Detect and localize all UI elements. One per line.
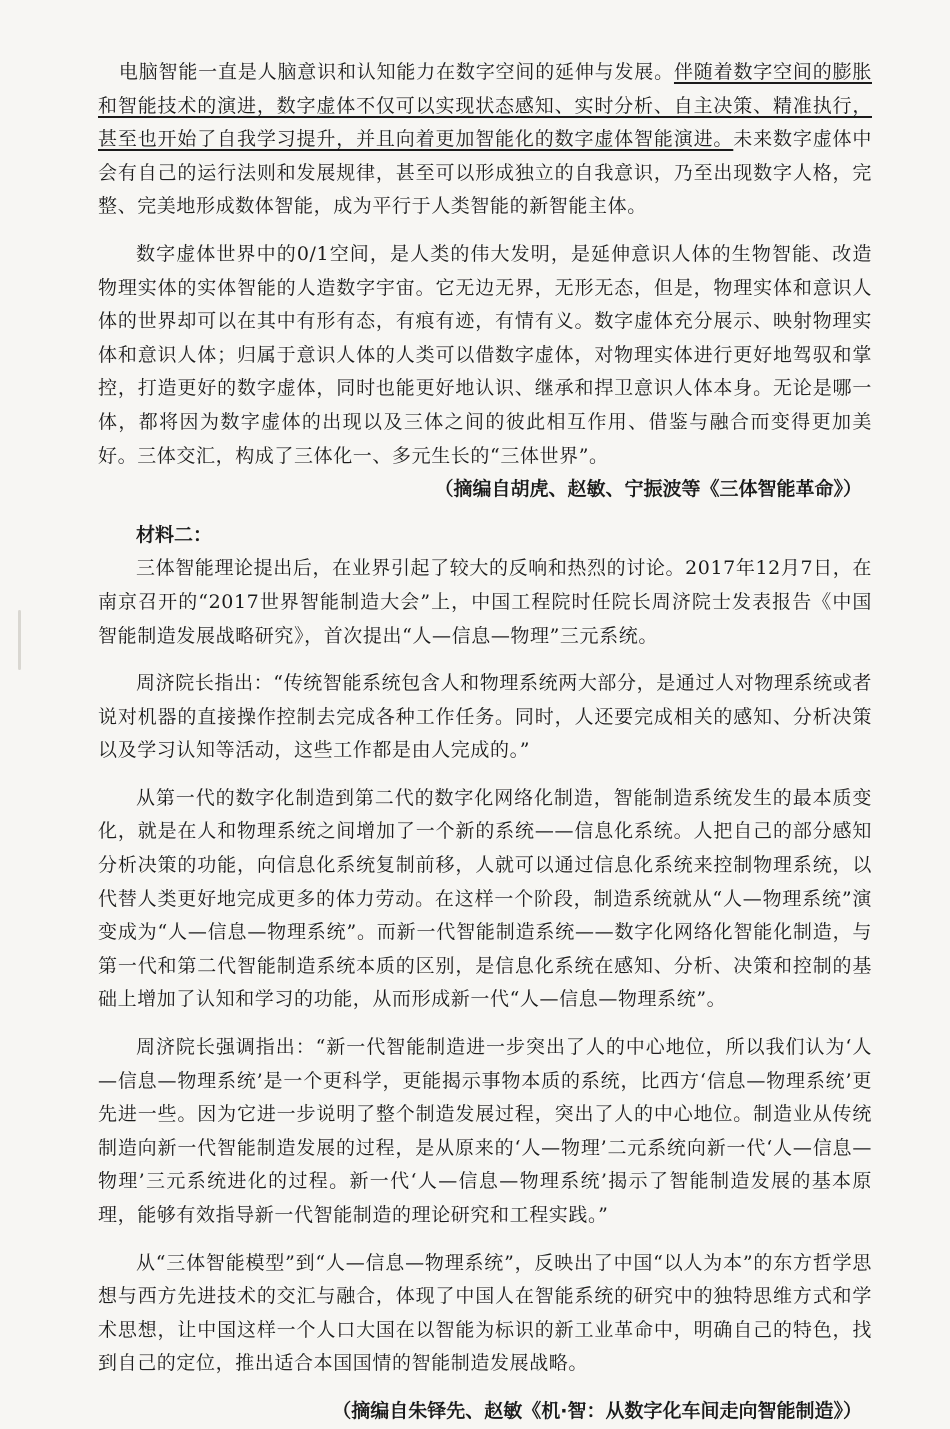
- material1-paragraph-2: 数字虚体世界中的0/1空间，是人类的伟大发明，是延伸意识人体的生物智能、改造物理实体的实体智能的人造数字宇宙。它无边无界，无形无态，但是，物理实体和意识人体的世界却可以在其中有形有态，有痕有迹，有情有义。数字虚体充分展示、映射物理实体和意识人体；归属于意识人体的人类可以借数字虚体，对物理实体进行更好地驾驭和掌控，打造更好的数字虚体，同时也能更好地认识、继承和捍卫意识人体本身。无论是哪一体，都将因为数字虚体的出现以及三体之间的彼此相互作用、借鉴与融合而变得更加美好。三体交汇，构成了三体化一、多元生长的“三体世界”。: [98, 242, 872, 467]
- material1-p1-lead: 电脑智能一直是人脑意识和认知能力在数字空间的延伸与发展。: [118, 61, 674, 83]
- material1-p1-rest: 未来数字虚体中会有自己的运行法则和发展规律，甚至可以形成独立的自我意识，乃至出现数字人格，完整、完美地形成数体智能，成为平行于人类智能的新智能主体。: [98, 128, 872, 218]
- spacer: [98, 1017, 872, 1031]
- material2-paragraph-1: 三体智能理论提出后，在业界引起了较大的反响和热烈的讨论。2017年12月7日，在南京召开的“2017世界智能制造大会”上，中国工程院时任院长周济院士发表报告《中国智能制造发展战略研究》，首次提出“人—信息—物理”三元系统。: [98, 557, 872, 647]
- spacer: [98, 224, 872, 238]
- material2-label: 材料二：: [136, 523, 213, 546]
- spacer: [98, 1381, 872, 1395]
- material2-paragraph-3: 从第一代的数字化制造到第二代的数字化网络化制造，智能制造系统发生的最本质变化，就是在人和物理系统之间增加了一个新的系统——信息化系统。人把自己的部分感知分析决策的功能，向信息化系统复制前移，人就可以通过信息化系统来控制物理系统，以代替人类更好地完成更多的体力劳动。在这样一个阶段，制造系统就从“人—物理系统”演变成为“人—信息—物理系统”。而新一代智能制造系统——数字化网络化智能化制造，与第一代和第二代智能制造系统本质的区别，是信息化系统在感知、分析、决策和控制的基础上增加了认知和学习的功能，从而形成新一代“人—信息—物理系统”。: [98, 786, 872, 1011]
- material2-paragraph-5: 从“三体智能模型”到“人—信息—物理系统”，反映出了中国“以人为本”的东方哲学思想与西方先进技术的交汇与融合，体现了中国人在智能系统的研究中的独特思维方式和学术思想，让中国这样一个人口大国在以智能为标识的新工业革命中，明确自己的特色，找到自己的定位，推出适合本国国情的智能制造发展战略。: [98, 1251, 872, 1375]
- material1-source: （摘编自胡虎、赵敏、宁振波等《三体智能革命》）: [434, 478, 862, 501]
- material2-source: （摘编自朱铎先、赵敏《机·智：从数字化车间走向智能制造》）: [332, 1399, 862, 1422]
- material2-paragraph-4: 周济院长强调指出：“新一代智能制造进一步突出了人的中心地位，所以我们认为‘人—信息—物理系统’是一个更科学，更能揭示事物本质的系统，比西方‘信息—物理系统’更先进一些。因为它进一步说明了整个制造发展过程，突出了人的中心地位。制造业从传统制造向新一代智能制造发展的过程，是从原来的‘人—物理’二元系统向新一代‘人—信息—物理’三元系统进化的过程。新一代‘人—信息—物理系统’揭示了智能制造发展的基本原理，能够有效指导新一代智能制造的理论研究和工程实践。”: [98, 1036, 872, 1226]
- spacer: [98, 768, 872, 782]
- material1-p1-underlined: 伴随着数字空间的膨胀和智能技术的演进，数字虚体不仅可以实现状态感知、实时分析、自主决策、精准执行，甚至也开始了自我学习提升，并且向着更加智能化的数字虚体智能演进。: [98, 61, 872, 151]
- page-fold-mark: [18, 610, 21, 670]
- material2-paragraph-2: 周济院长指出：“传统智能系统包含人和物理系统两大部分，是通过人对物理系统或者说对机器的直接操作控制去完成各种工作任务。同时，人还要完成相关的感知、分析决策以及学习认知等活动，这些工作都是由人完成的。”: [98, 672, 872, 762]
- spacer: [98, 653, 872, 667]
- material1-paragraph-1: [98, 56, 872, 224]
- spacer: [98, 1233, 872, 1247]
